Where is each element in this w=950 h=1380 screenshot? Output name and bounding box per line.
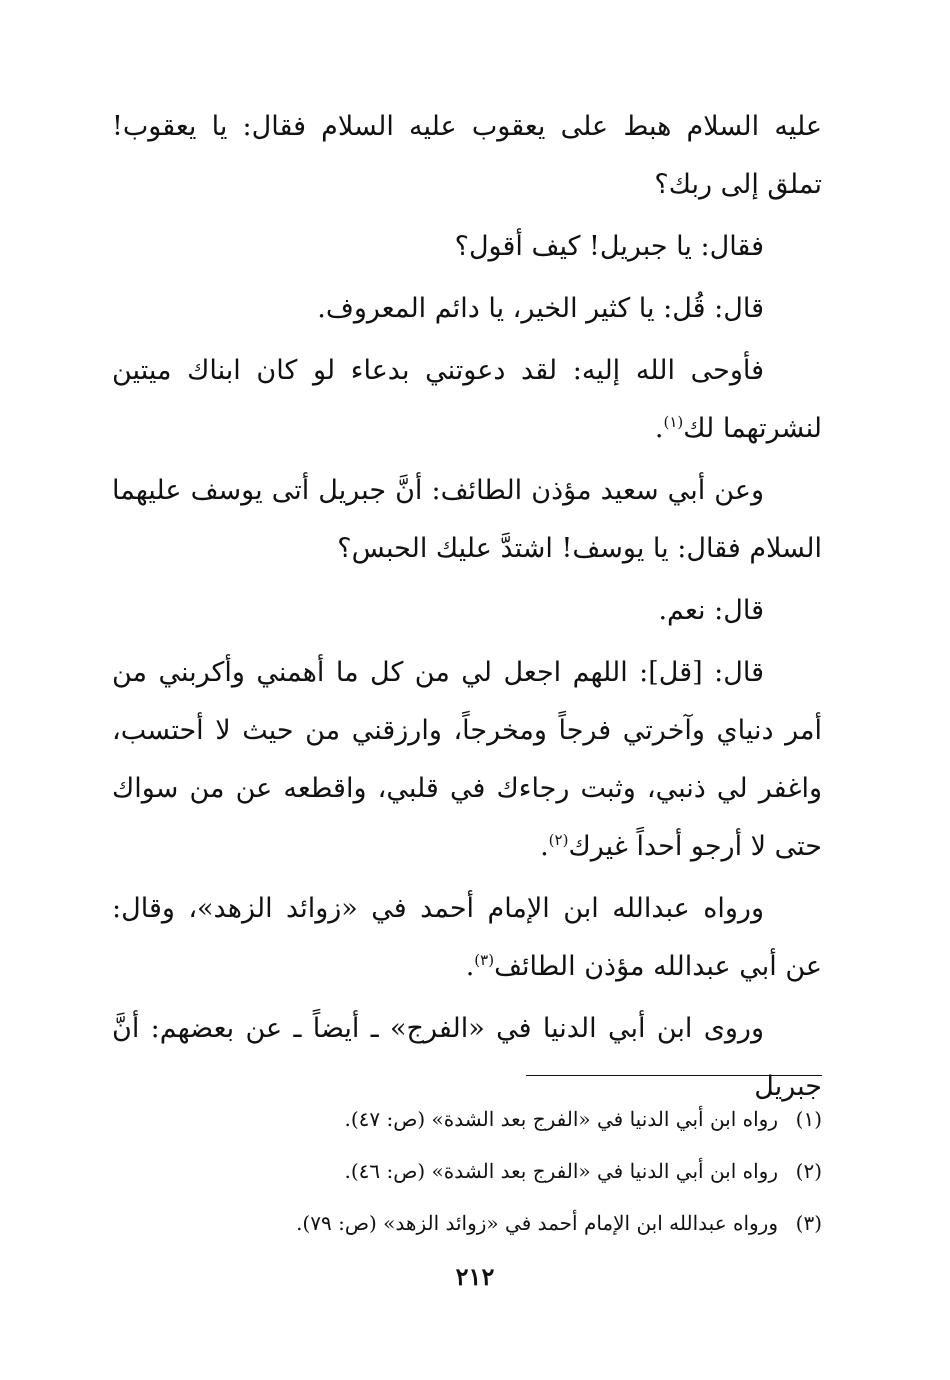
paragraph-5: [112, 462, 822, 578]
footnote-text: رواه ابن أبي الدنيا في «الفرج بعد الشدة» (ص: ٤٧).: [344, 1107, 778, 1131]
paragraph-2: [112, 218, 822, 276]
footnote-ref-2: (٢): [548, 831, 569, 849]
footnote-number: (٣): [795, 1211, 822, 1235]
footnote-3: [112, 1197, 822, 1249]
paragraph-1: [112, 98, 822, 214]
paragraph-7: [112, 644, 822, 876]
footnote-2: [112, 1145, 822, 1197]
sentence-end: .: [540, 831, 549, 862]
footnote-ref-1: (١): [663, 413, 684, 431]
footnote-1: [112, 1093, 822, 1145]
paragraph-text: فقال: يا جبريل! كيف أقول؟: [454, 231, 764, 262]
paragraph-text: فأوحى الله إليه: لقد دعوتني بدعاء لو كان ابناك ميتين لنشرتهما لك: [112, 355, 822, 444]
paragraph-text: قال: [قل]: اللهم اجعل لي من كل ما أهمني وأكربني من أمر دنياي وآخرتي فرجاً ومخرجاً، وارزقني من حيث لا أحتسب، واغفر لي ذنبي، وثبت رجاءك في قلبي، واقطعه عن من سواك حتى لا أرجو أحداً غيرك: [112, 657, 822, 862]
paragraph-text: وعن أبي سعيد مؤذن الطائف: أنَّ جبريل أتى يوسف عليهما السلام فقال: يا يوسف! اشتدَّ عليك الحبس؟: [112, 475, 822, 564]
footnote-number: (١): [795, 1107, 822, 1131]
footnote-text: ورواه عبدالله ابن الإمام أحمد في «زوائد الزهد» (ص: ٧٩).: [296, 1211, 778, 1235]
footnote-divider: [526, 1075, 822, 1076]
sentence-end: .: [465, 951, 475, 982]
paragraph-text: عليه السلام هبط على يعقوب عليه السلام فقال: يا يعقوب! تملق إلى ربك؟: [112, 111, 822, 200]
page-number: ٢١٢: [455, 1262, 495, 1291]
sentence-end: .: [654, 413, 664, 444]
main-text: [112, 98, 822, 1120]
paragraph-text: ورواه عبدالله ابن الإمام أحمد في «زوائد الزهد»، وقال: عن أبي عبدالله مؤذن الطائف: [112, 893, 822, 982]
paragraph-text: قال: نعم.: [658, 595, 764, 626]
footnote-ref-3: (٣): [474, 951, 495, 969]
paragraph-4: [112, 342, 822, 458]
footnotes: [112, 1093, 822, 1249]
paragraph-3: [112, 280, 822, 338]
footnote-number: (٢): [795, 1159, 822, 1183]
footnote-text: رواه ابن أبي الدنيا في «الفرج بعد الشدة» (ص: ٤٦).: [344, 1159, 778, 1183]
paragraph-6: [112, 582, 822, 640]
paragraph-8: [112, 880, 822, 996]
paragraph-text: قال: قُل: يا كثير الخير، يا دائم المعروف.: [317, 293, 764, 324]
paragraph-text: وروى ابن أبي الدنيا في «الفرج» ـ أيضاً ـ عن بعضهم: أنَّ جبريل: [112, 1013, 822, 1102]
